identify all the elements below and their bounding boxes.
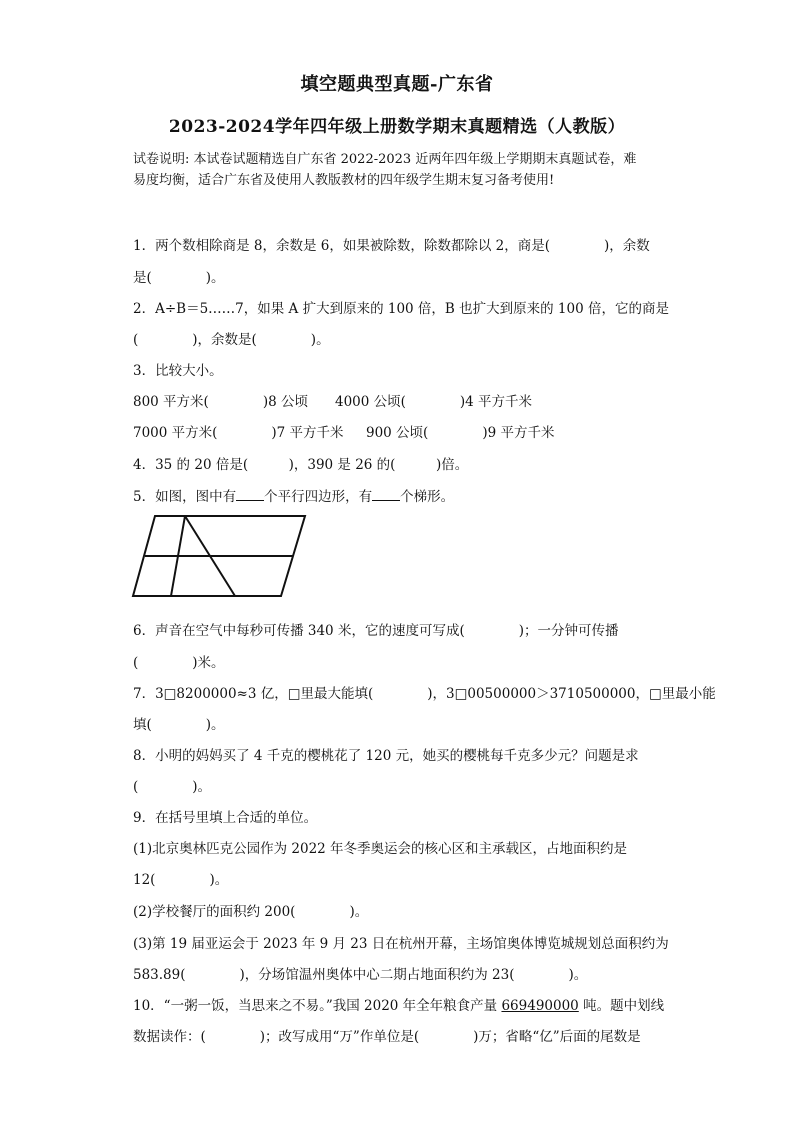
question-5-blank-2[interactable] [372, 488, 400, 501]
question-3-prompt: 3．比较大小。 [133, 363, 223, 379]
question-5 [133, 485, 454, 505]
question-5-text-start: 5．如图，图中有 [133, 489, 237, 505]
question-10-text-start: 10．“一粥一饭，当思来之不易。”我国 2020 年全年粮食产量 [133, 998, 502, 1014]
question-10-line-2: 数据读作：( )；改写成用“万”作单位是( )万；省略“亿”后面的尾数是 [133, 1029, 641, 1045]
page-title: 填空题典型真题-广东省 [300, 74, 494, 95]
question-5-text-end: 个梯形。 [400, 489, 455, 505]
question-5-text-middle: 个平行四边形，有 [264, 489, 373, 505]
question-7-line-2: 填( )。 [133, 717, 225, 733]
question-9-prompt: 9．在括号里填上合适的单位。 [133, 810, 318, 826]
question-9-part-2: (2)学校餐厅的面积约 200( )。 [133, 904, 369, 920]
question-3-item-2: 4000 公顷( )4 平方千米 [335, 394, 533, 410]
question-6-line-2: ( )米。 [133, 655, 225, 671]
question-3-item-3: 7000 平方米( )7 平方千米 [133, 425, 344, 441]
question-4: 4．35 的 20 倍是( )，390 是 26 的( )倍。 [133, 457, 469, 473]
question-9-part-1-line-1: (1)北京奥林匹克公园作为 2022 年冬季奥运会的核心区和主承载区，占地面积约是 [133, 841, 628, 857]
question-9-part-3-line-2: 583.89( )，分场馆温州奥体中心二期占地面积约为 23( )。 [133, 967, 588, 983]
question-5-blank-1[interactable] [236, 488, 264, 501]
question-8-line-1: 8．小明的妈妈买了 4 千克的樱桃花了 120 元，她买的樱桃每千克多少元？问题是求 [133, 748, 639, 764]
question-9-part-1-line-2: 12( )。 [133, 872, 229, 888]
question-6-line-1: 6．声音在空气中每秒可传播 340 米，它的速度可写成( )；一分钟可传播 [133, 623, 619, 639]
parallelogram-figure [131, 514, 311, 600]
underlined-number: 669490000 [501, 998, 579, 1014]
intro-line-2: 易度均衡，适合广东省及使用人教版教材的四年级学生期末复习备考使用! [133, 173, 555, 188]
question-10-line-1 [133, 994, 664, 1014]
question-10-text-end: 吨。题中划线 [578, 998, 665, 1014]
question-3-item-1: 800 平方米( )8 公顷 [133, 394, 308, 410]
question-2-line-1: 2．A÷B＝5……7，如果 A 扩大到原来的 100 倍，B 也扩大到原来的 100 倍，它的商是 [133, 301, 669, 317]
question-9-part-3-line-1: (3)第 19 届亚运会于 2023 年 9 月 23 日在杭州开幕，主场馆奥体博览城规划总面积约为 [133, 936, 669, 952]
intro-line-1: 试卷说明: 本试卷试题精选自广东省 2022-2023 近两年四年级上学期期末真题试卷，难 [133, 152, 637, 167]
question-8-line-2: ( )。 [133, 779, 212, 795]
question-7-line-1: 7．3□8200000≈3 亿，□里最大能填( )，3□00500000＞3710500000，□里最小能 [133, 686, 716, 702]
question-3-item-4: 900 公顷( )9 平方千米 [366, 425, 555, 441]
question-1-line-2: 是( )。 [133, 270, 225, 286]
page-subtitle: 2023-2024学年四年级上册数学期末真题精选（人教版） [168, 117, 626, 137]
question-2-line-2: ( )，余数是( )。 [133, 332, 330, 348]
question-1-line-1: 1．两个数相除商是 8，余数是 6，如果被除数，除数都除以 2，商是( )，余数 [133, 238, 650, 254]
